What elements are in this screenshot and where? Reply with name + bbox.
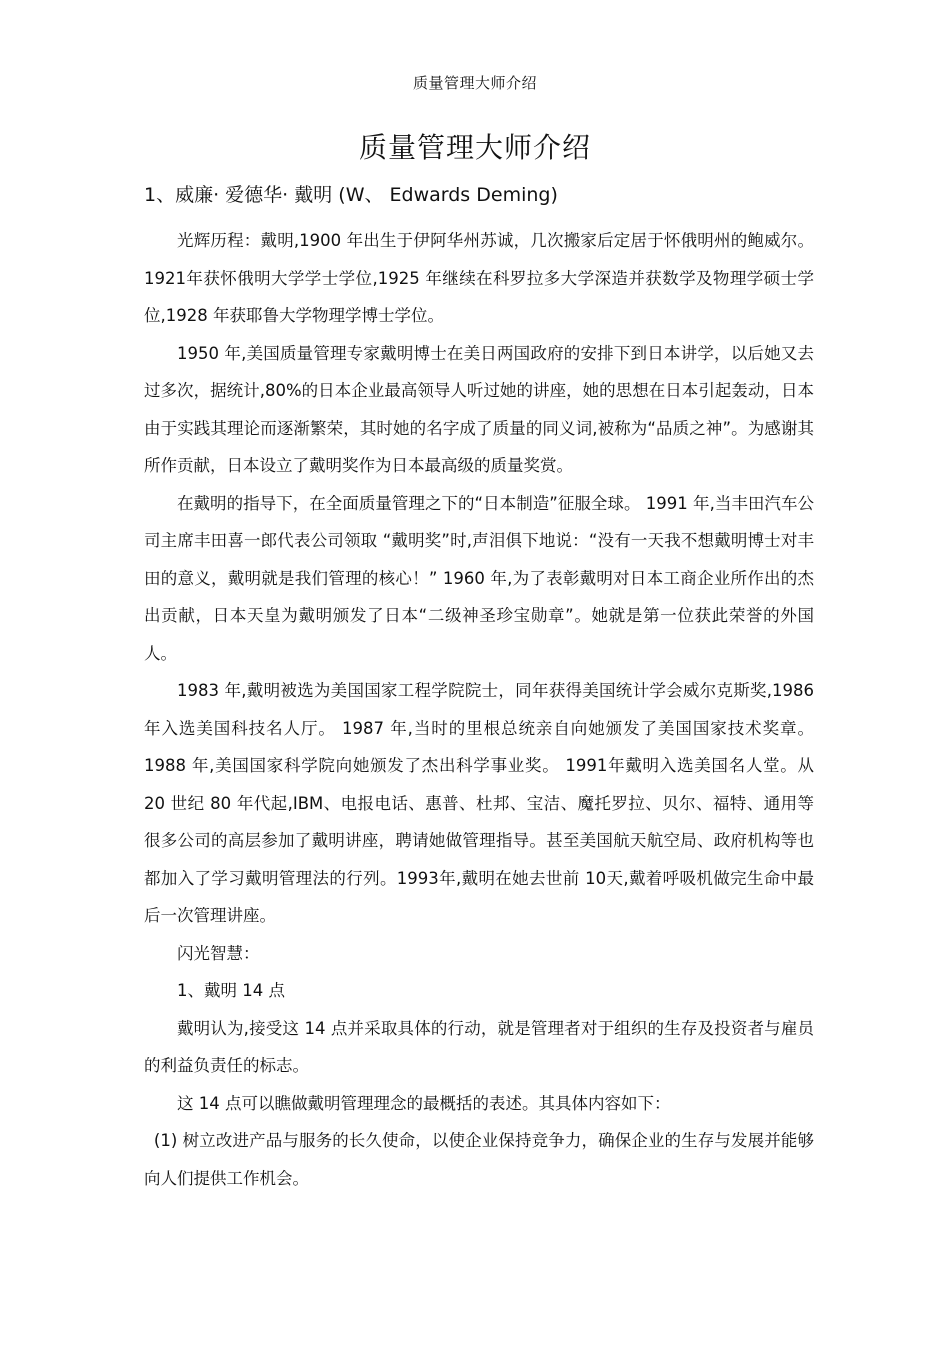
paragraph-japan-lectures: 1950 年,美国质量管理专家戴明博士在美日两国政府的安排下到日本讲学，以后她又去过多次，据统计,80%的日本企业最高领导人听过她的讲座，她的思想在日本引起轰动，日本由于实践其理论而逐渐繁荣，其时她的名字成了质量的同义词,被称为“品质之神”。为感谢其所作贡献，日本设立了戴明奖作为日本最高级的质量奖赏。 (144, 343, 814, 475)
paragraph-point-1: (1) 树立改进产品与服务的长久使命，以使企业保持竞争力，确保企业的生存与发展并能够向人们提供工作机会。 (144, 1131, 814, 1188)
paragraph-wisdom-heading: 闪光智慧： (177, 943, 260, 963)
paragraph-career: 光辉历程：戴明,1900 年出生于伊阿华州苏诚，几次搬家后定居于怀俄明州的鲍威尔。1921年获怀俄明大学学士学位,1925 年继续在科罗拉多大学深造并获数学及物理学硕士学位,1928 年获耶鲁大学物理学博士学位。 (144, 231, 814, 325)
document-body (144, 222, 814, 1197)
paragraph-14-points-heading: 1、戴明 14 点 (177, 981, 285, 1000)
running-header: 质量管理大师介绍 (412, 74, 537, 92)
document-title: 质量管理大师介绍 (358, 131, 591, 164)
paragraph-honors: 1983 年,戴明被选为美国国家工程学院院士，同年获得美国统计学会威尔克斯奖,1986 年入选美国科技名人厅。 1987 年,当时的里根总统亲自向她颁发了美国国家技术奖章。 1988 年,美国国家科学院向她颁发了杰出科学事业奖。 1991年戴明入选美国名人堂。从 20 世纪 80 年代起,IBM、电报电话、惠普、杜邦、宝洁、魔托罗拉、贝尔、福特、通用等很多公司的高层参加了戴明讲座，聘请她做管理指导。甚至美国航天航空局、政府机构等也都加入了学习戴明管理法的行列。1993年,戴明在她去世前 10天,戴着呼吸机做完生命中最后一次管理讲座。 (144, 681, 814, 925)
section-heading: 1、威廉· 爱德华· 戴明 (W、 Edwards Deming) (144, 184, 558, 206)
paragraph-14-points-intro: 戴明认为,接受这 14 点并采取具体的行动，就是管理者对于组织的生存及投资者与雇员的利益负责任的标志。 (144, 1018, 814, 1075)
paragraph-14-points-summary: 这 14 点可以瞧做戴明管理理念的最概括的表述。其具体内容如下： (177, 1093, 671, 1113)
paragraph-made-in-japan: 在戴明的指导下，在全面质量管理之下的“日本制造”征服全球。 1991 年,当丰田汽车公司主席丰田喜一郎代表公司领取 “戴明奖”时,声泪俱下地说：“没有一天我不想戴明博士对丰田的意义，戴明就是我们管理的核心！” 1960 年,为了表彰戴明对日本工商企业所作出的杰出贡献，日本天皇为戴明颁发了日本“二级神圣珍宝勋章”。她就是第一位获此荣誉的外国人。 (144, 493, 814, 663)
